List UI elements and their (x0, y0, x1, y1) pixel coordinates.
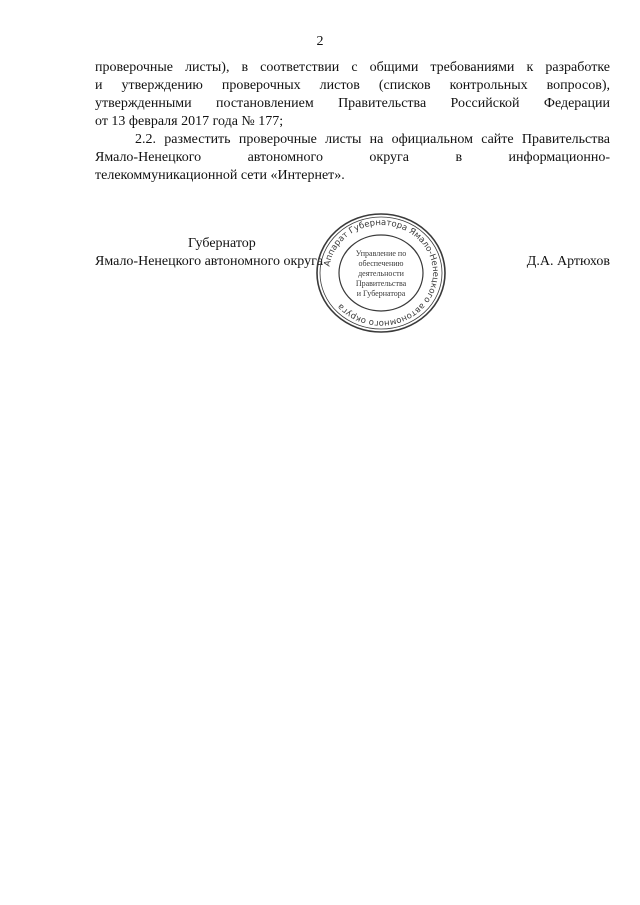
paragraph-line: 2.2. разместить проверочные листы на официальном сайте Правительства (135, 132, 610, 147)
paragraph-line: от 13 февраля 2017 года № 177; (95, 114, 284, 129)
seal-center-line: и Губернатора (356, 289, 406, 298)
seal-center-line: деятельности (358, 269, 404, 278)
paragraph-line: телекоммуникационной сети «Интернет». (95, 168, 345, 183)
paragraph-line: проверочные листы), в соответствии с общими требованиями к разработке (95, 60, 610, 75)
signatory-name: Д.А. Артюхов (526, 254, 610, 269)
signatory-organization: Ямало-Ненецкого автономного округа (95, 254, 324, 269)
page-number: 2 (316, 34, 324, 49)
paragraph-line: утвержденными постановлением Правительства Российской Федерации (95, 96, 610, 111)
signatory-title: Губернатор (188, 236, 256, 251)
seal-ring-text: Аппарат Губернатора Ямало-Ненецкого автономного округа (322, 217, 441, 329)
document-body (95, 59, 610, 185)
seal-center-line: Управление по (355, 249, 407, 258)
official-seal (314, 212, 448, 334)
seal-center-line: Правительства (355, 279, 407, 288)
paragraph-line: Ямало-Ненецкого автономного округа в информационно- (95, 150, 610, 165)
seal-center-line: обеспечению (358, 259, 404, 268)
paragraph-line: и утверждению проверочных листов (списков контрольных вопросов), (95, 78, 610, 93)
